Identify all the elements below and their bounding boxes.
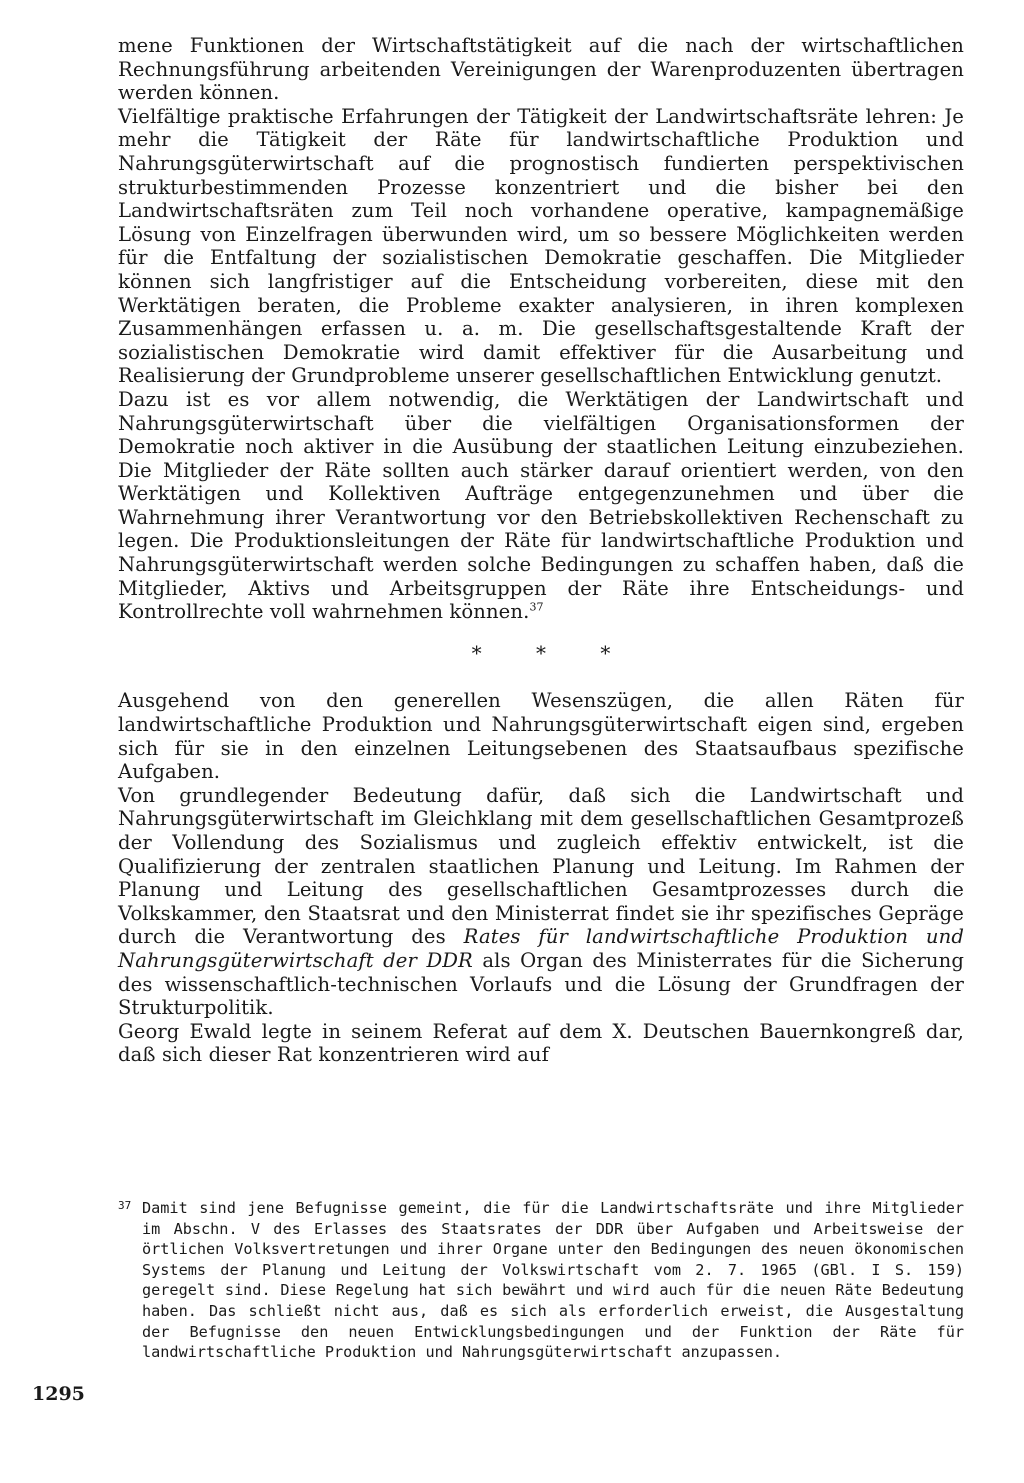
paragraph-3 [118, 388, 964, 624]
footnote-37 [118, 1198, 964, 1363]
paragraph-5 [118, 784, 964, 1020]
paragraph-3-text: Dazu ist es vor allem notwendig, die Werktätigen der Landwirtschaft und Nahrungsgüterwirtschaft über die vielfältigen Organisationsformen der Demokratie noch aktiver in die Ausübung der staatlichen Leitung einzubeziehen. Die Mitglieder der Räte sollten auch stärker darauf orientiert werden, von den Werktätigen und Kollektiven Aufträge entgegenzunehmen und über die Wahrnehmung ihrer Verantwortung vor den Betriebskollektiven Rechenschaft zu legen. Die Produktionsleitungen der Räte für landwirtschaftliche Produktion und Nahrungsgüterwirtschaft werden solche Bedingungen zu schaffen haben, daß die Mitglieder, Aktivs und Arbeitsgruppen der Räte ihre Entscheidungs- und Kontrollrechte voll wahrnehmen können. [118, 387, 964, 624]
page-number: 1295 [32, 1383, 85, 1405]
section-separator: * * * [471, 640, 635, 665]
footnote-mark: 37 [118, 1199, 132, 1212]
footnote-text: Damit sind jene Befugnisse gemeint, die für die Landwirtschaftsräte und ihre Mitglieder im Abschn. V des Erlasses des Staatsrates der DDR über Aufgaben und Arbeitsweise der örtlichen Volksvertretungen und ihrer Organe unter den Bedingungen des neuen ökonomischen Systems der Planung und Leitung der Volkswirtschaft vom 2. 7. 1965 (GBl. I S. 159) geregelt sind. Diese Regelung hat sich bewährt und wird auch für die neuen Räte Bedeutung haben. Das schließt nicht aus, daß es sich als erforderlich erweist, die Ausgestaltung der Befugnisse den neuen Entwicklungsbedingungen und der Funktion der Räte für landwirtschaftliche Produktion und Nahrungsgüterwirtschaft anzupassen. [142, 1199, 964, 1362]
paragraph-4: Ausgehend von den generellen Wesenszügen, die allen Räten für landwirtschaftliche Produktion und Nahrungsgüterwirtschaft eigen sind, ergeben sich für sie in den einzelnen Leitungsebenen des Staatsaufbaus spezifische Aufgaben. [118, 689, 964, 784]
paragraph-5-italic-name: Rates für landwirtschaftliche Produktion und Nahrungsgüterwirtschaft der DDR [118, 925, 965, 972]
paragraph-5-text-after: als Organ des Ministerrates für die Sicherung des wissenschaftlich-technischen Vorlaufs und die Lösung der Grundfragen der Strukturpolitik. [118, 948, 964, 1020]
footnotes [118, 1198, 964, 1363]
main-text [118, 34, 964, 1067]
paragraph-6: Georg Ewald legte in seinem Referat auf dem X. Deutschen Bauernkongreß dar, daß sich dieser Rat konzentrieren wird auf [118, 1019, 964, 1067]
paragraph-1: mene Funktionen der Wirtschaftstätigkeit auf die nach der wirtschaftlichen Rechnungsführung arbeitenden Vereinigungen der Warenproduzenten übertragen werden können. [118, 34, 964, 105]
paragraph-5-text-before: Von grundlegender Bedeutung dafür, daß sich die Landwirtschaft und Nahrungsgüterwirtschaft im Gleichklang mit dem gesellschaftlichen Gesamtprozeß der Vollendung des Sozialismus und zugleich effektiv entwickelt, ist die Qualifizierung der zentralen staatlichen Planung und Leitung. Im Rahmen der Planung und Leitung des gesellschaftlichen Gesamtprozesses durch die Volkskammer, den Staatsrat und den Ministerrat findet sie ihr spezifisches Gepräge durch die Verantwortung des [118, 783, 964, 949]
page-body [118, 34, 964, 1067]
paragraph-2: Vielfältige praktische Erfahrungen der Tätigkeit der Landwirtschaftsräte lehren: Je mehr die Tätigkeit der Räte für landwirtschaftliche Produktion und Nahrungsgüterwirtschaft auf die prognostisch fundierten perspektivischen strukturbestimmenden Prozesse konzentriert und die bisher bei den Landwirtschaftsräten zum Teil noch vorhandene operative, kampagnemäßige Lösung von Einzelfragen überwunden wird, um so bessere Möglichkeiten werden für die Entfaltung der sozialistischen Demokratie geschaffen. Die Mitglieder können sich langfristiger auf die Entscheidung vorbereiten, diese mit den Werktätigen beraten, die Probleme exakter analysieren, in ihren komplexen Zusammenhängen erfassen u. a. m. Die gesellschaftsgestaltende Kraft der sozialistischen Demokratie wird damit effektiver für die Ausarbeitung und Realisierung der Grundprobleme unserer gesellschaftlichen Entwicklung genutzt. [118, 104, 964, 388]
footnote-reference[interactable]: 37 [529, 600, 544, 614]
